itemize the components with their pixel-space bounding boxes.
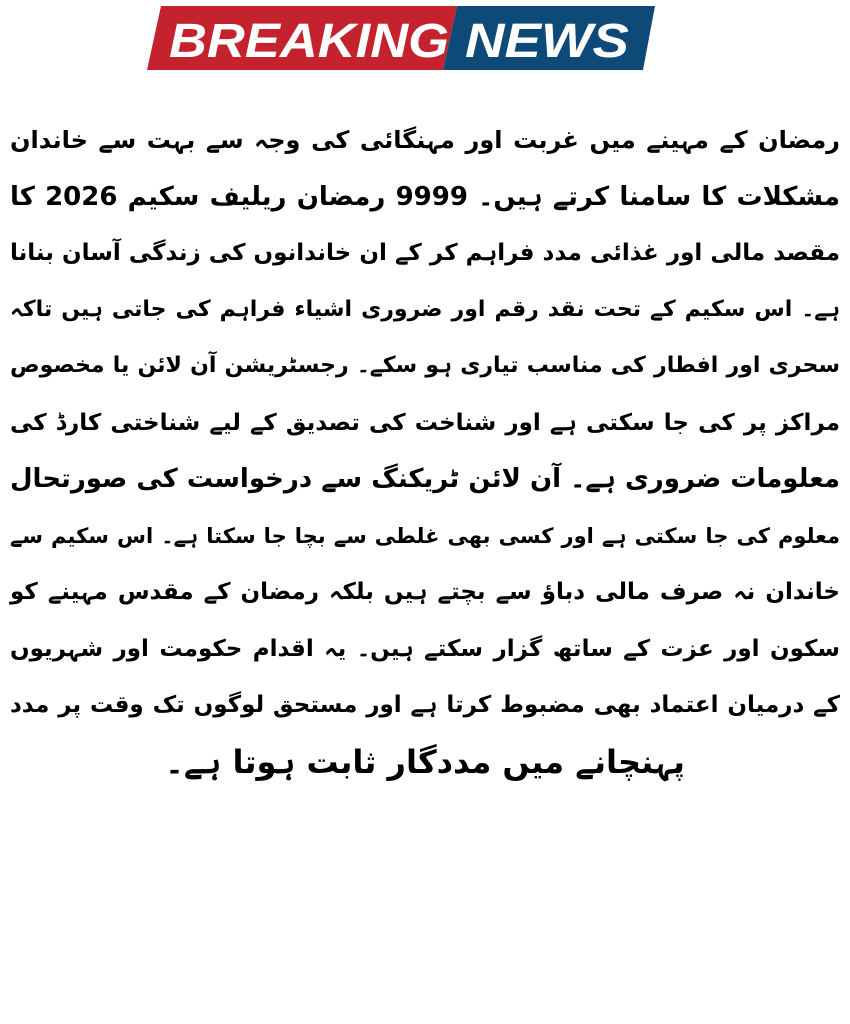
article-line-2: مشکلات کا سامنا کرتے ہیں۔ 9999 رمضان ریلیف سکیم 2026 کا [10, 181, 840, 212]
article-line-10: سکون اور عزت کے ساتھ گزار سکتے ہیں۔ یہ اقدام حکومت اور شہریوں [10, 635, 840, 662]
article-line-7: معلومات ضروری ہے۔ آن لائن ٹریکنگ سے درخواست کی صورتحال [10, 464, 840, 494]
breaking-news-banner [147, 6, 655, 70]
article-line-9: خاندان نہ صرف مالی دباؤ سے بچتے ہیں بلکہ رمضان کے مقدس مہینے کو [10, 579, 840, 605]
article-line-12: پہنچانے میں مددگار ثابت ہوتا ہے۔ [165, 742, 685, 781]
article-line-4: ہے۔ اس سکیم کے تحت نقد رقم اور ضروری اشیاء فراہم کی جاتی ہیں تاکہ [10, 296, 840, 322]
article-line-1: رمضان کے مہینے میں غربت اور مہنگائی کی وجہ سے بہت سے خاندان [10, 126, 840, 154]
breaking-news-logo [147, 6, 655, 70]
article-line-11: کے درمیان اعتماد بھی مضبوط کرتا ہے اور مستحق لوگوں تک وقت پر مدد [10, 692, 840, 718]
banner-word-breaking: BREAKING [169, 15, 449, 68]
article-body [10, 112, 840, 790]
article-line-5: سحری اور افطار کی مناسب تیاری ہو سکے۔ رجسٹریشن آن لائن یا مخصوص [10, 353, 840, 378]
article-line-6: مراکز پر کی جا سکتی ہے اور شناخت کی تصدیق کے لیے شناختی کارڈ کی [10, 409, 840, 436]
article-line-3: مقصد مالی اور غذائی مدد فراہم کر کے ان خاندانوں کی زندگی آسان بنانا [10, 240, 840, 266]
banner-word-news: NEWS [465, 15, 629, 68]
article-line-8: معلوم کی جا سکتی ہے اور کسی بھی غلطی سے بچا جا سکتا ہے۔ اس سکیم سے [10, 523, 840, 548]
